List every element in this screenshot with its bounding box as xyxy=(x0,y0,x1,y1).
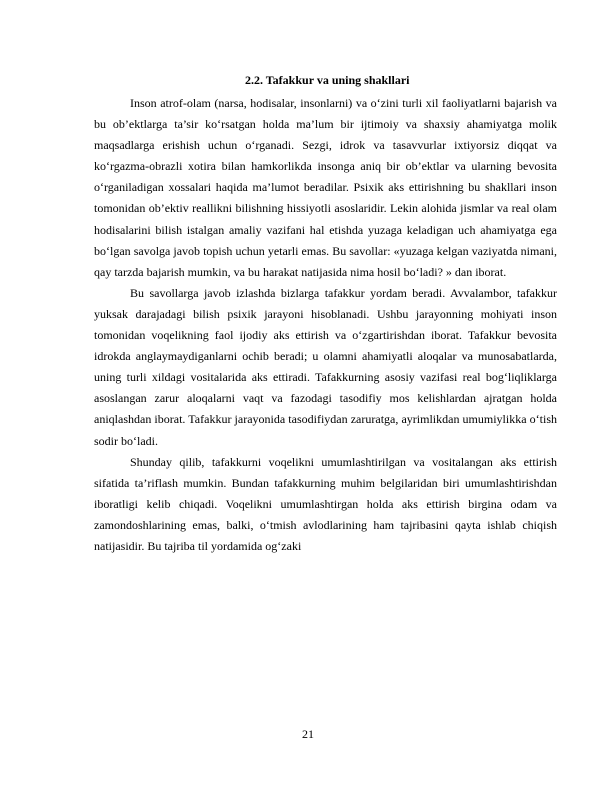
section-title: 2.2. Tafakkur va uning shakllari xyxy=(245,73,410,87)
body-text xyxy=(94,93,557,557)
paragraph-2: Bu savollarga javob izlashda bizlarga tafakkur yordam beradi. Avvalambor, tafakkur yuksak darajadagi bilish psixik jarayoni hisoblanadi. Ushbu jarayonning mohiyati inson tomonidan voqelikning faol ijodiy aks ettirish va o‘zgartirishdan iborat. Tafakkur bevosita idrokda anglaymaydiganlarni ochib beradi; u olamni ahamiyatli aloqalar va munosabatlarda, uning turli xildagi vositalarida aks ettiradi. Tafakkurning asosiy vazifasi real bog‘liqliklarga asoslangan zarur aloqalarni vaqt va fazodagi tasodifiy mos kelishlardan ajratgan holda aniqlashdan iborat. Tafakkur jarayonida tasodifiydan zaruratga, ayrimlikdan umumiylikka o‘tish sodir bo‘ladi. xyxy=(94,285,557,448)
page-number: 21 xyxy=(302,727,314,741)
paragraph-1: Inson atrof-olam (narsa, hodisalar, insonlarni) va o‘zini turli xil faoliyatlarni bajarish va bu ob’ektlarga ta’sir ko‘rsatgan holda ma’lum bir ijtimoiy va shaxsiy ahamiyatga molik maqsadlarga erishish uchun o‘rganadi. Sezgi, idrok va tasavvurlar ixtiyorsiz diqqat va ko‘rgazma-obrazli xotira bilan hamkorlikda insonga aniq bir ob’ektlar va ularning bevosita o‘rganiladigan xossalari haqida ma’lumot beradilar. Psixik aks ettirishning bu shakllari inson tomonidan ob’ektiv reallikni bilishning hissiyotli asoslaridir. Lekin alohida jismlar va real olam hodisalarini bilish istalgan amaliy vazifani hal etishda yuzaga keladigan uch ahamiyatga ega bo‘lgan savolga javob topish uchun yetarli emas. Bu savollar: «yuzaga kelgan vaziyatda nimani, qay tarzda bajarish mumkin, va bu harakat natijasida nima hosil bo‘ladi? » dan iborat. xyxy=(94,96,557,279)
paragraph-3: Shunday qilib, tafakkurni voqelikni umumlashtirilgan va vositalangan aks ettirish sifatida ta’riflash mumkin. Bundan tafakkurning muhim belgilaridan biri umumlashtirishdan iboratligi kelib chiqadi. Voqelikni umumlashtirgan holda aks ettirish birgina odam va zamondoshlarining emas, balki, o‘tmish avlodlarining ham tajribasini qayta ishlab chiqish natijasidir. Bu tajriba til yordamida og‘zaki xyxy=(94,454,557,553)
